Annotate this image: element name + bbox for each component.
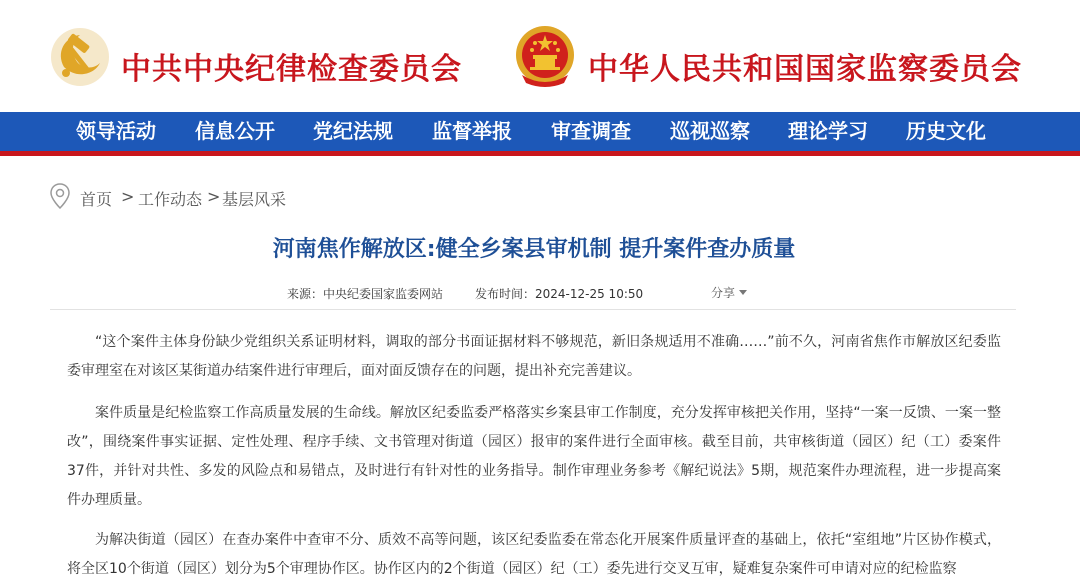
main-nav xyxy=(0,112,1080,156)
article-publish-time: 发布时间：2024-12-25 10:50 xyxy=(475,287,644,301)
chevron-down-icon xyxy=(739,290,747,295)
hammer-sickle-emblem-icon xyxy=(50,27,110,87)
share-label: 分享 xyxy=(711,286,736,300)
nav-item-theory[interactable]: 理论学习 xyxy=(788,119,868,143)
breadcrumb-separator: > xyxy=(207,187,221,206)
article-paragraph: 为解决街道（园区）在查办案件中查审不分、质效不高等问题，该区纪委监委在常态化开展案件质量评查的基础上，依托“室组地”片区协作模式，将全区10个街道（园区）划分为5个审理协作区。协作区内的2个街道（园区）纪（工）委先进行交叉互审，疑难复杂案件可申请对应的纪检监察 xyxy=(67,532,1001,577)
location-pin-icon xyxy=(50,183,70,209)
nav-item-inspection[interactable]: 巡视巡察 xyxy=(670,119,750,143)
share-button[interactable] xyxy=(711,284,747,301)
nav-item-leadership[interactable]: 领导活动 xyxy=(76,119,156,143)
breadcrumb-work-news[interactable]: 工作动态 xyxy=(138,190,203,209)
breadcrumb-home[interactable]: 首页 xyxy=(80,190,113,209)
nav-item-information[interactable]: 信息公开 xyxy=(195,119,275,143)
party-commission-title: 中共中央纪律检查委员会 xyxy=(121,52,462,87)
state-commission-title: 中华人民共和国国家监察委员会 xyxy=(588,52,1022,87)
breadcrumb-grassroots[interactable]: 基层风采 xyxy=(222,190,287,209)
breadcrumb-separator: > xyxy=(121,187,135,206)
article-title: 河南焦作解放区:健全乡案县审机制 提升案件查办质量 xyxy=(272,237,796,262)
nav-item-report[interactable]: 监督举报 xyxy=(432,119,512,143)
nav-item-regulations[interactable]: 党纪法规 xyxy=(313,119,393,143)
nav-item-investigation[interactable]: 审查调查 xyxy=(551,119,631,143)
article-paragraph: “这个案件主体身份缺少党组织关系证明材料，调取的部分书面证据材料不够规范，新旧条规适用不准确……”前不久，河南省焦作市解放区纪委监委审理室在对该区某街道办结案件进行审理后，面对面反馈存在的问题，提出补充完善建议。 xyxy=(67,334,1001,379)
divider xyxy=(50,309,1016,310)
article-source: 来源：中央纪委国家监委网站 xyxy=(287,287,444,301)
site-header xyxy=(0,0,1080,112)
national-emblem-icon xyxy=(514,25,576,89)
article-paragraph: 案件质量是纪检监察工作高质量发展的生命线。解放区纪委监委严格落实乡案县审工作制度，充分发挥审核把关作用，坚持“一案一反馈、一案一整改”，围绕案件事实证据、定性处理、程序手续、文书管理对街道（园区）报审的案件进行全面审核。截至目前，共审核街道（园区）纪（工）委案件37件，并针对共性、多发的风险点和易错点，及时进行有针对性的业务指导。制作审理业务参考《解纪说法》5期，规范案件办理流程，进一步提高案件办理质量。 xyxy=(67,405,1001,508)
nav-item-history[interactable]: 历史文化 xyxy=(906,119,986,143)
